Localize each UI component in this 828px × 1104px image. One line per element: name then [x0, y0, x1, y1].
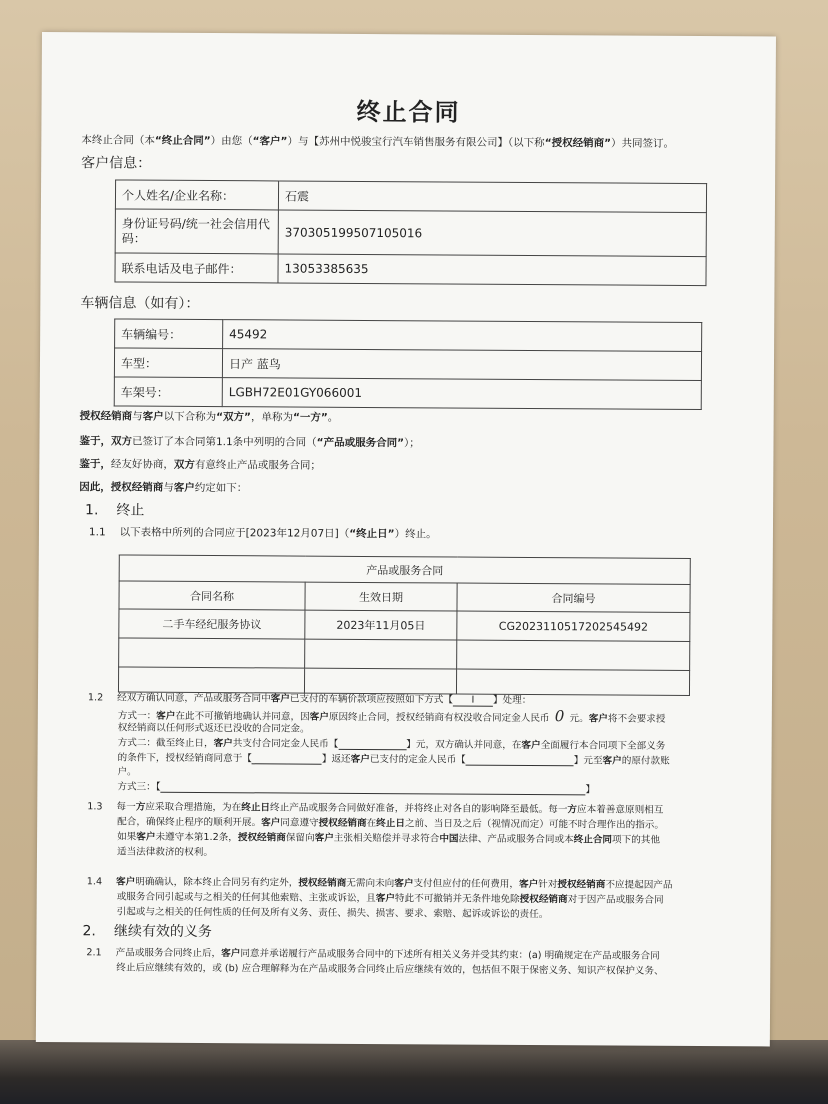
clause-1-2-intro: 1.2 经双方确认同意，产品或服务合同中客户已支付的车辆价款项应按照如下方式【 I 】处理：	[87, 692, 532, 707]
table-row	[119, 609, 690, 641]
section-2-heading: 2. 继续有效的义务	[82, 923, 212, 941]
method-3-line: 方式三：【 】	[117, 781, 596, 796]
customer-info-table	[114, 179, 707, 286]
clause-1-3-line-2: 配合，确保终止程序的顺利开展。客户同意遵守授权经销商在终止日之前、当日及之后（视情况而定）可能不时合理作出的指示。	[117, 816, 665, 831]
intro-paragraph: 本终止合同（本“终止合同”）由您（“客户”）与【苏州中悦骏宝行汽车销售服务有限公司】（以下称“授权经销商”）共同签订。	[81, 134, 675, 150]
clause-1-3-line-1: 1.3 每一方应采取合理措施，为在终止日终止产品或服务合同做好准备，并将终止对各自的影响降至最低。每一方应本着善意原则相互	[87, 801, 664, 816]
clause-2-1-line-2: 终止后应继续有效的，或 (b) 应合理解释为在产品或服务合同终止后应继续有效的，包括但不限于保密义务、知识产权保护义务、	[116, 962, 664, 977]
customer-id-value: 370305199507105016	[278, 210, 706, 257]
contracts-table-header: 产品或服务合同	[119, 555, 690, 584]
vehicle-info-heading: 车辆信息（如有）：	[80, 295, 200, 312]
clause-1-3-line-4: 适当法律救济的权利。	[116, 846, 213, 859]
terminated-contracts-table	[118, 554, 691, 695]
section-1-heading: 1. 终止	[85, 502, 145, 519]
clause-1-1: 1.1 以下表格中所列的合同应于[2023年12月07日]（“终止日”）终止。	[88, 526, 437, 541]
vehicle-row-model	[114, 348, 701, 381]
method-2-line-3: 户。	[117, 766, 137, 778]
method-2-line-1: 方式二：截至终止日，客户共支付合同定金人民币【 】元，双方确认并同意，在客户全面履行本合同项下全部义务	[117, 737, 666, 752]
customer-info-heading: 客户信息：	[81, 155, 152, 172]
table-row	[119, 638, 690, 670]
therefore-clause: 因此，授权经销商与客户约定如下：	[79, 481, 248, 495]
method-1-line-1: 方式一：客户在此不可撤销地确认并同意，因客户原因终止合同，授权经销商有权没收合同定金人民币 0 元。客户将不会要求授	[117, 707, 666, 726]
method-2-line-2: 的条件下，授权经销商同意于【 】返还客户已支付的定金人民币【 】元至客户的原付款账	[117, 752, 670, 767]
contract-name-cell	[119, 638, 305, 668]
customer-name-value: 石震	[278, 181, 706, 213]
clause-1-4-line-3: 引起或与之相关的任何性质的任何及所有义务、责任、损失、损害、要求、索赔、起诉或诉讼的责任。	[116, 906, 549, 921]
background-desk-edge	[0, 1040, 828, 1104]
customer-contact-value: 13053385635	[278, 254, 706, 286]
contract-name-cell: 二手车经纪服务协议	[119, 609, 305, 639]
vehicle-model-value: 日产 蓝鸟	[222, 349, 701, 381]
clause-2-1-line-1: 2.1 产品或服务合同终止后，客户同意并承诺履行产品或服务合同中的下述所有相关义务并受其约束：(a) 明确规定在产品或服务合同	[86, 947, 660, 962]
customer-contact-label: 联系电话及电子邮件：	[115, 253, 278, 283]
handwritten-amount: 0	[554, 707, 565, 726]
customer-name-label: 个人姓名/企业名称：	[115, 180, 278, 210]
vehicle-vin-value: LGBH72E01GY066001	[222, 378, 701, 410]
whereas-clause-1: 鉴于，双方已签订了本合同第1.1条中列明的合同（“产品或服务合同”）；	[79, 435, 420, 450]
method-1-line-2: 权经销商以任何形式返还已没收的合同定金。	[117, 722, 310, 735]
vehicle-info-table	[114, 318, 703, 410]
contracts-table-column-row	[119, 581, 690, 612]
vehicle-model-label: 车型：	[114, 348, 222, 378]
customer-row-id	[115, 209, 706, 257]
contract-document	[36, 32, 776, 1046]
column-effective-date: 生效日期	[305, 582, 457, 611]
parties-definition: 授权经销商与客户以下合称为“双方”，单称为“一方”。	[79, 410, 339, 424]
contract-number-cell: CG2023110517202545492	[457, 611, 690, 641]
vehicle-row-vin	[114, 377, 701, 410]
vehicle-row-number	[115, 319, 702, 352]
clause-1-3-line-3: 如果客户未遵守本第1.2条，授权经销商保留向客户主张相关赔偿并寻求符合中国法律、产品或服务合同或本终止合同项下的其他	[117, 831, 661, 846]
customer-row-contact	[115, 253, 706, 286]
contracts-table-header-row	[119, 555, 690, 584]
vehicle-number-label: 车辆编号：	[115, 319, 223, 349]
vehicle-number-value: 45492	[223, 320, 702, 352]
effective-date-cell: 2023年11月05日	[305, 610, 457, 640]
clause-1-4-line-1: 1.4 客户明确确认，除本终止合同另有约定外，授权经销商无需向未向客户支付但应付的任何费用，客户针对授权经销商不应提起因产品	[86, 876, 673, 891]
column-contract-number: 合同编号	[457, 583, 690, 612]
clause-1-4-line-2: 或服务合同引起或与之相关的任何其他索赔、主张或诉讼，且客户特此不可撤销并无条件地免除授权经销商对于因产品或服务合同	[116, 891, 664, 906]
document-title: 终止合同	[356, 97, 461, 127]
customer-row-name	[115, 180, 706, 213]
effective-date-cell	[305, 639, 457, 669]
vehicle-vin-label: 车架号：	[114, 377, 222, 407]
handling-method-choice: I	[453, 695, 493, 707]
column-contract-name: 合同名称	[119, 581, 305, 610]
whereas-clause-2: 鉴于，经友好协商，双方有意终止产品或服务合同；	[79, 458, 321, 472]
customer-id-label: 身份证号码/统一社会信用代码：	[115, 209, 278, 254]
contract-number-cell	[457, 640, 690, 670]
